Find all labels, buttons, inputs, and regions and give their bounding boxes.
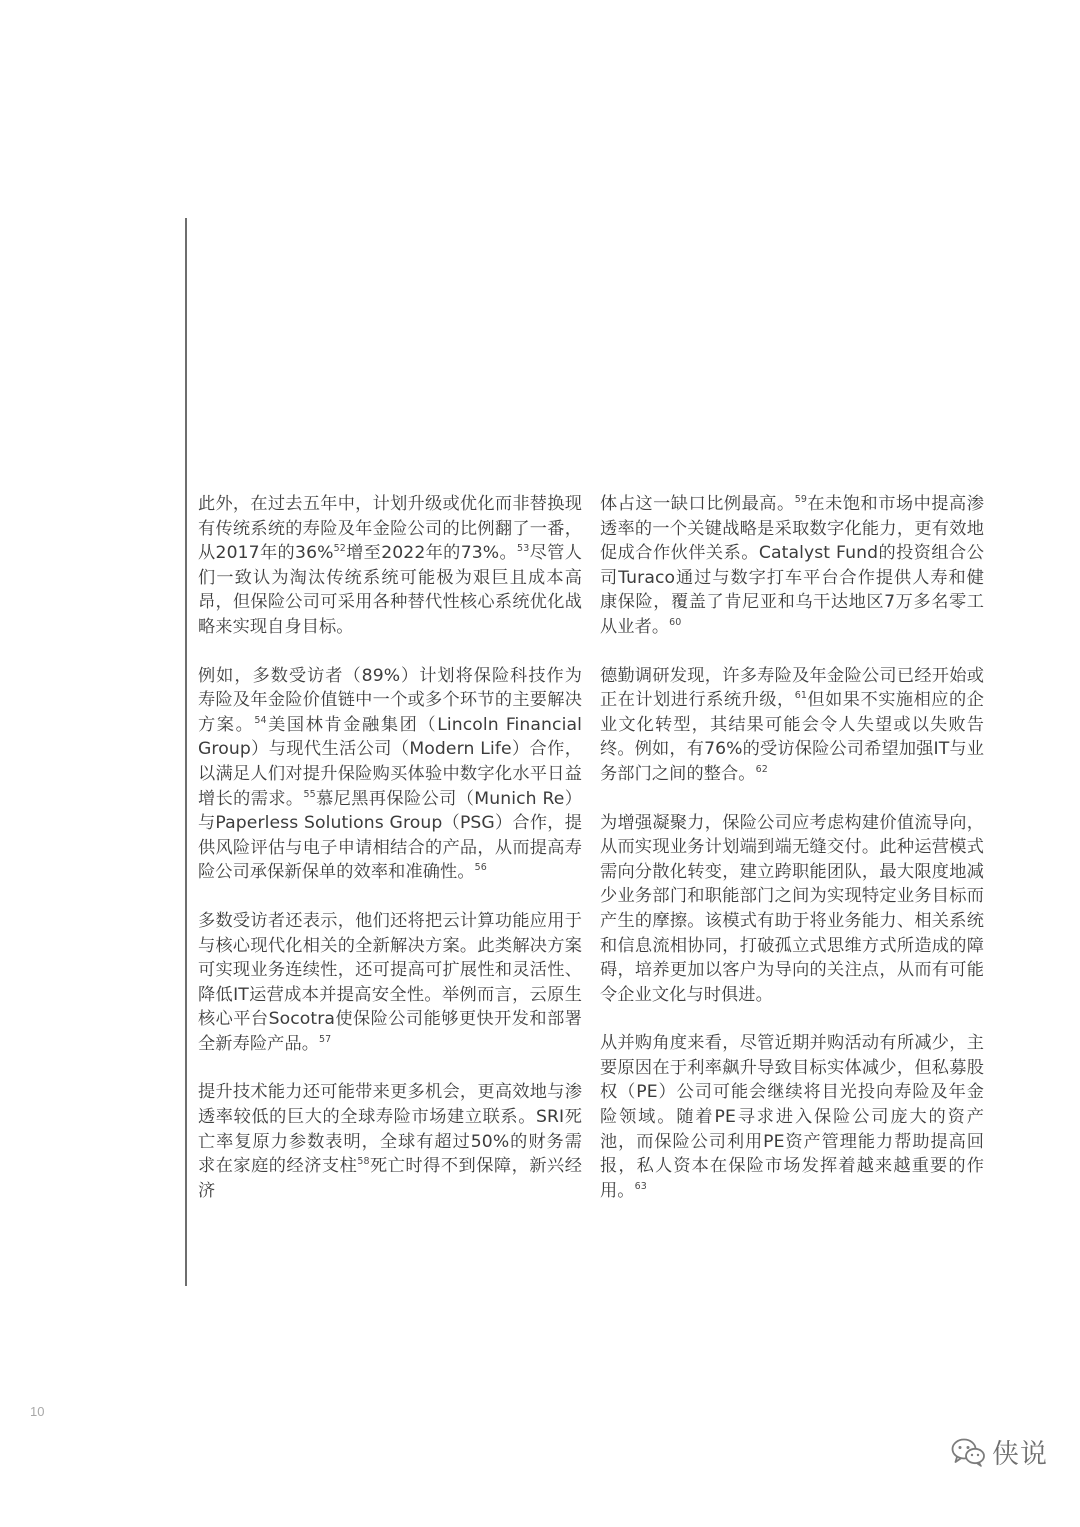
watermark-text: 侠说: [992, 1439, 1048, 1470]
paragraph-text: 从并购角度来看，尽管近期并购活动有所减少，主要原因在于利率飙升导致目标实体减少，但私募股权（PE）公司可能会继续将目光投向寿险及年金险领域。随着PE寻求进入保险公司庞大的资产池，而保险公司利用PE资产管理能力帮助提高回报，私人资本在保险市场发挥着越来越重要的作用。: [600, 1033, 984, 1201]
footnote-ref: 58: [357, 1156, 370, 1168]
footnote-ref: 63: [634, 1180, 647, 1192]
paragraph-text: 德勤调研发现，许多寿险及年金险公司已经开始或正在计划进行系统升级，: [600, 665, 984, 711]
paragraph-insurtech: [198, 664, 582, 885]
page-number: 10: [30, 1404, 45, 1419]
paragraph-text: 死亡时得不到保障，新兴经济: [198, 1156, 583, 1201]
paragraph-text: 美国林肯金融集团（Lincoln Financial Group）与现代生活公司（Modern Life）合作，以满足人们对提升保险购买体验中数字化水平日益增长的需求。: [198, 714, 582, 809]
watermark: [950, 1432, 1048, 1471]
footnote-ref: 59: [794, 494, 807, 505]
footnote-ref: 53: [517, 543, 530, 555]
vertical-rule: [185, 218, 187, 1286]
paragraph-text: 但如果不实施相应的企业文化转型，其结果可能会令人失望或以失败告终。例如，有76%的受访保险公司希望加强IT与业务部门之间的整合。: [600, 690, 984, 784]
left-column: [198, 492, 582, 1227]
footnote-ref: 62: [755, 763, 768, 775]
paragraph-emerging-markets: [600, 492, 984, 640]
paragraph-text: 此外，在过去五年中，计划升级或优化而非替换现有传统系统的寿险及年金险公司的比例翻了一番，从2017年的36%: [198, 494, 582, 564]
paragraph-text: 多数受访者还表示，他们还将把云计算功能应用于与核心现代化相关的全新解决方案。此类解决方案可实现业务连续性，还可提高可扩展性和灵活性、降低IT运营成本并提高安全性。举例而言，云原生核心平台Socotra使保险公司能够更快开发和部署全新寿险产品。: [198, 910, 582, 1054]
footnote-ref: 57: [319, 1033, 332, 1045]
wechat-icon: [950, 1437, 986, 1467]
paragraph-cloud: [198, 909, 582, 1057]
paragraph-culture-transformation: [600, 664, 984, 787]
paragraph-text: 提升技术能力还可能带来更多机会，更高效地与渗透率较低的巨大的全球寿险市场建立联系。SRI死亡率复原力参数表明，全球有超过50%的财务需求在家庭的经济支柱: [198, 1082, 582, 1177]
right-column: [600, 492, 984, 1227]
paragraph-text: 为增强凝聚力，保险公司应考虑构建价值流导向，从而实现业务计划端到端无缝交付。此种运营模式需向分散化转变，建立跨职能团队，最大限度地减少业务部门和职能部门之间为实现特定业务目标而产生的摩擦。该模式有助于将业务能力、相关系统和信息流相协同，打破孤立式思维方式所造成的障碍，培养更加以客户为导向的关注点，从而有可能令企业文化与时俱进。: [600, 812, 984, 1005]
footnote-ref: 56: [474, 862, 487, 874]
paragraph-text: 尽管人们一致认为淘汰传统系统可能极为艰巨且成本高昂，但保险公司可采用各种替代性核心系统优化战略来实现自身目标。: [198, 543, 582, 637]
footnote-ref: 61: [794, 690, 807, 702]
paragraph-text: 体占这一缺口比例最高。: [600, 494, 795, 514]
paragraph-opportunities: [198, 1080, 582, 1203]
paragraph-text: 增至2022年的73%。: [345, 543, 518, 564]
paragraph-text: 例如，多数受访者（89%）计划将保险科技作为寿险及年金险价值链中一个或多个环节的主要解决方案。: [198, 665, 582, 735]
paragraph-text: 在未饱和市场中提高渗透率的一个关键战略是采取数字化能力，更有效地促成合作伙伴关系。Catalyst Fund的投资组合公司Turaco通过与数字打车平台合作提供人寿和健康保险，覆盖了肯尼亚和乌干达地区7万多名零工从业者。: [600, 494, 984, 637]
footnote-ref: 54: [254, 714, 267, 726]
footnote-ref: 60: [669, 616, 682, 628]
paragraph-text: 慕尼黑再保险公司（Munich Re）与Paperless Solutions Group（PSG）合作，提供风险评估与电子申请相结合的产品，从而提高寿险公司承保新保单的效率和准确性。: [198, 788, 582, 883]
paragraph-value-stream: [600, 811, 984, 1008]
paragraph-legacy-systems: [198, 492, 582, 640]
paragraph-mergers: [600, 1031, 984, 1203]
footnote-ref: 55: [303, 788, 316, 800]
footnote-ref: 52: [333, 543, 346, 555]
